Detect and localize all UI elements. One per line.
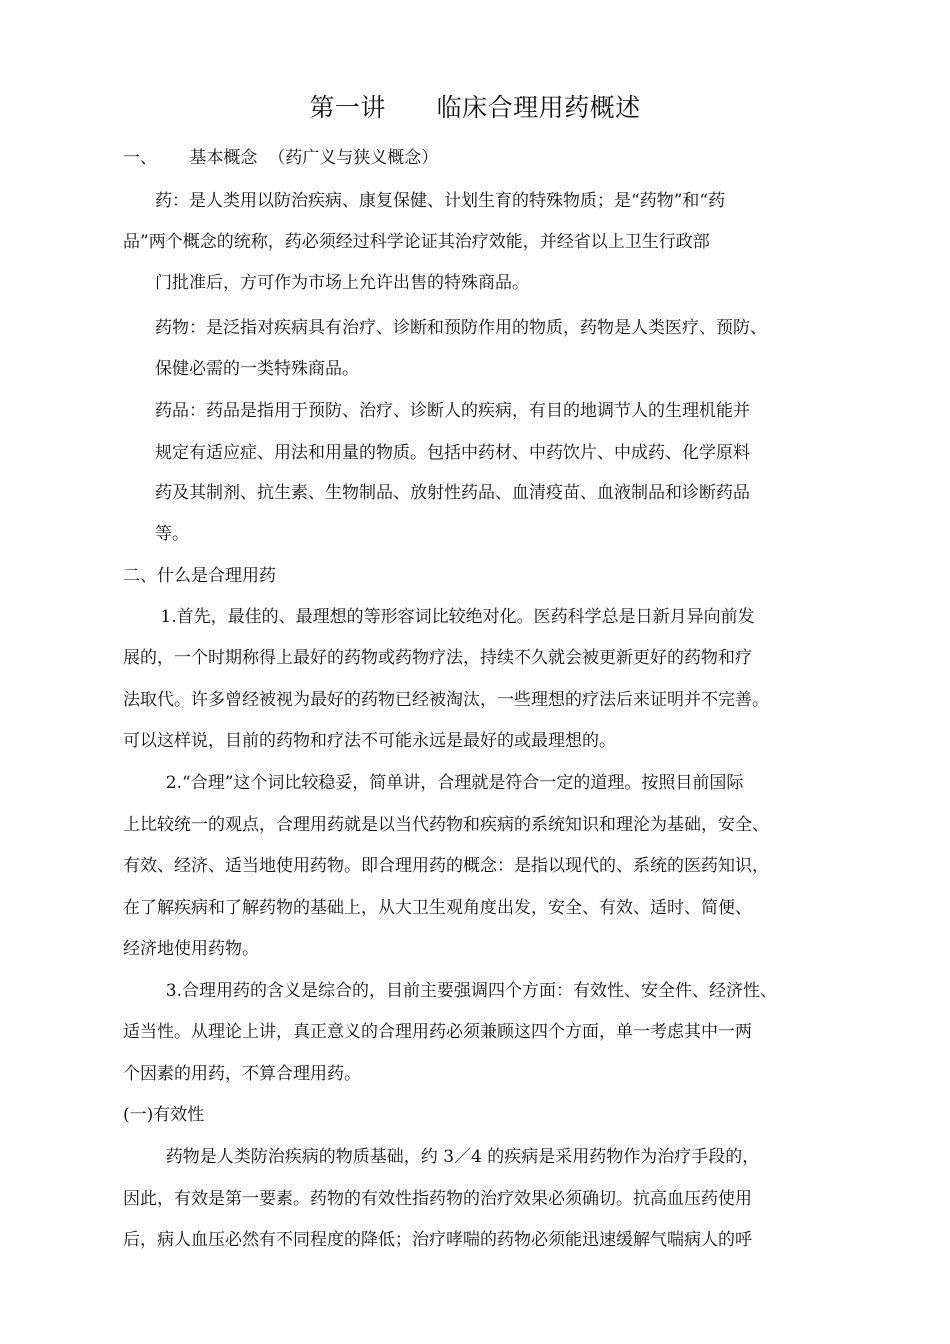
paragraph-line: 可以这样说，目前的药物和疗法不可能永远是最好的或最理想的。 — [123, 731, 616, 751]
paragraph-line: 药物是人类防治疾病的物质基础，约 3／4 的疾病是采用药物作为治疗手段的， — [155, 1147, 760, 1167]
section-heading-basic-concepts: 一、 基本概念 （药广义与狭义概念） — [123, 148, 439, 168]
paragraph-line: 药及其制剂、抗生素、生物制品、放射性药品、血清疫苗、血液制品和诊断药品 — [155, 483, 750, 503]
paragraph-line: 适当性。从理论上讲，真正意义的合理用药必须兼顾这四个方面，单一考虑其中一两 — [123, 1022, 752, 1042]
paragraph-line: 品”两个概念的统称，药必须经过科学论证其治疗效能，并经省以上卫生行政部 — [123, 232, 710, 252]
paragraph-line: 有效、经济、适当地使用药物。即合理用药的概念：是指以现代的、系统的医药知识， — [123, 856, 769, 876]
paragraph-line: 规定有适应症、用法和用量的物质。包括中药材、中药饮片、中成药、化学原料 — [155, 443, 750, 463]
subsection-heading-effectiveness: (一)有效性 — [123, 1105, 205, 1125]
paragraph-line: 3.合理用药的含义是综合的，目前主要强调四个方面：有效性、安全件、经济性、 — [155, 981, 778, 1001]
paragraph-line: 药物：是泛指对疾病具有治疗、诊断和预防作用的物质，药物是人类医疗、预防、 — [155, 318, 767, 338]
section-heading-rational-drug-use: 二、什么是合理用药 — [123, 566, 276, 586]
paragraph-line: 药：是人类用以防治疾病、康复保健、计划生育的特殊物质；是“药物”和“药 — [155, 191, 726, 211]
paragraph-line: 在了解疾病和了解药物的基础上，从大卫生观角度出发，安全、有效、适时、简便、 — [123, 898, 752, 918]
paragraph-line: 法取代。许多曾经被视为最好的药物已经被淘汰，一些理想的疗法后来证明并不完善。 — [123, 690, 769, 710]
paragraph-line: 上比较统一的观点，合理用药就是以当代药物和疾病的系统知识和理沦为基础，安全、 — [123, 815, 769, 835]
paragraph-line: 等。 — [155, 524, 189, 544]
paragraph-line: 因此，有效是第一要素。药物的有效性指药物的治疗效果必须确切。抗高血压药使用 — [123, 1189, 752, 1209]
paragraph-line: 后，病人血压必然有不同程度的降低；治疗哮喘的药物必须能迅速缓解气喘病人的呼 — [123, 1230, 752, 1250]
paragraph-line: 药品：药品是指用于预防、治疗、诊断人的疾病，有目的地调节人的生理机能并 — [155, 401, 750, 421]
paragraph-line: 保健必需的一类特殊商品。 — [155, 359, 359, 379]
paragraph-line: 2.“合理”这个词比较稳妥，简单讲，合理就是符合一定的道理。按照目前国际 — [155, 773, 744, 793]
paragraph-line: 展的，一个时期称得上最好的药物或药物疗法，持续不久就会被更新更好的药物和疗 — [123, 648, 752, 668]
paragraph-line: 个因素的用药，不算合理用药。 — [123, 1064, 361, 1084]
paragraph-line: 门批准后，方可作为市场上允许出售的特殊商品。 — [155, 273, 529, 293]
document-title: 第一讲 临床合理用药概述 — [309, 93, 641, 122]
paragraph-line: 1.首先，最佳的、最理想的等形容词比较绝对化。医药科学总是日新月异向前发 — [155, 607, 755, 627]
paragraph-line: 经济地使用药物。 — [123, 939, 259, 959]
